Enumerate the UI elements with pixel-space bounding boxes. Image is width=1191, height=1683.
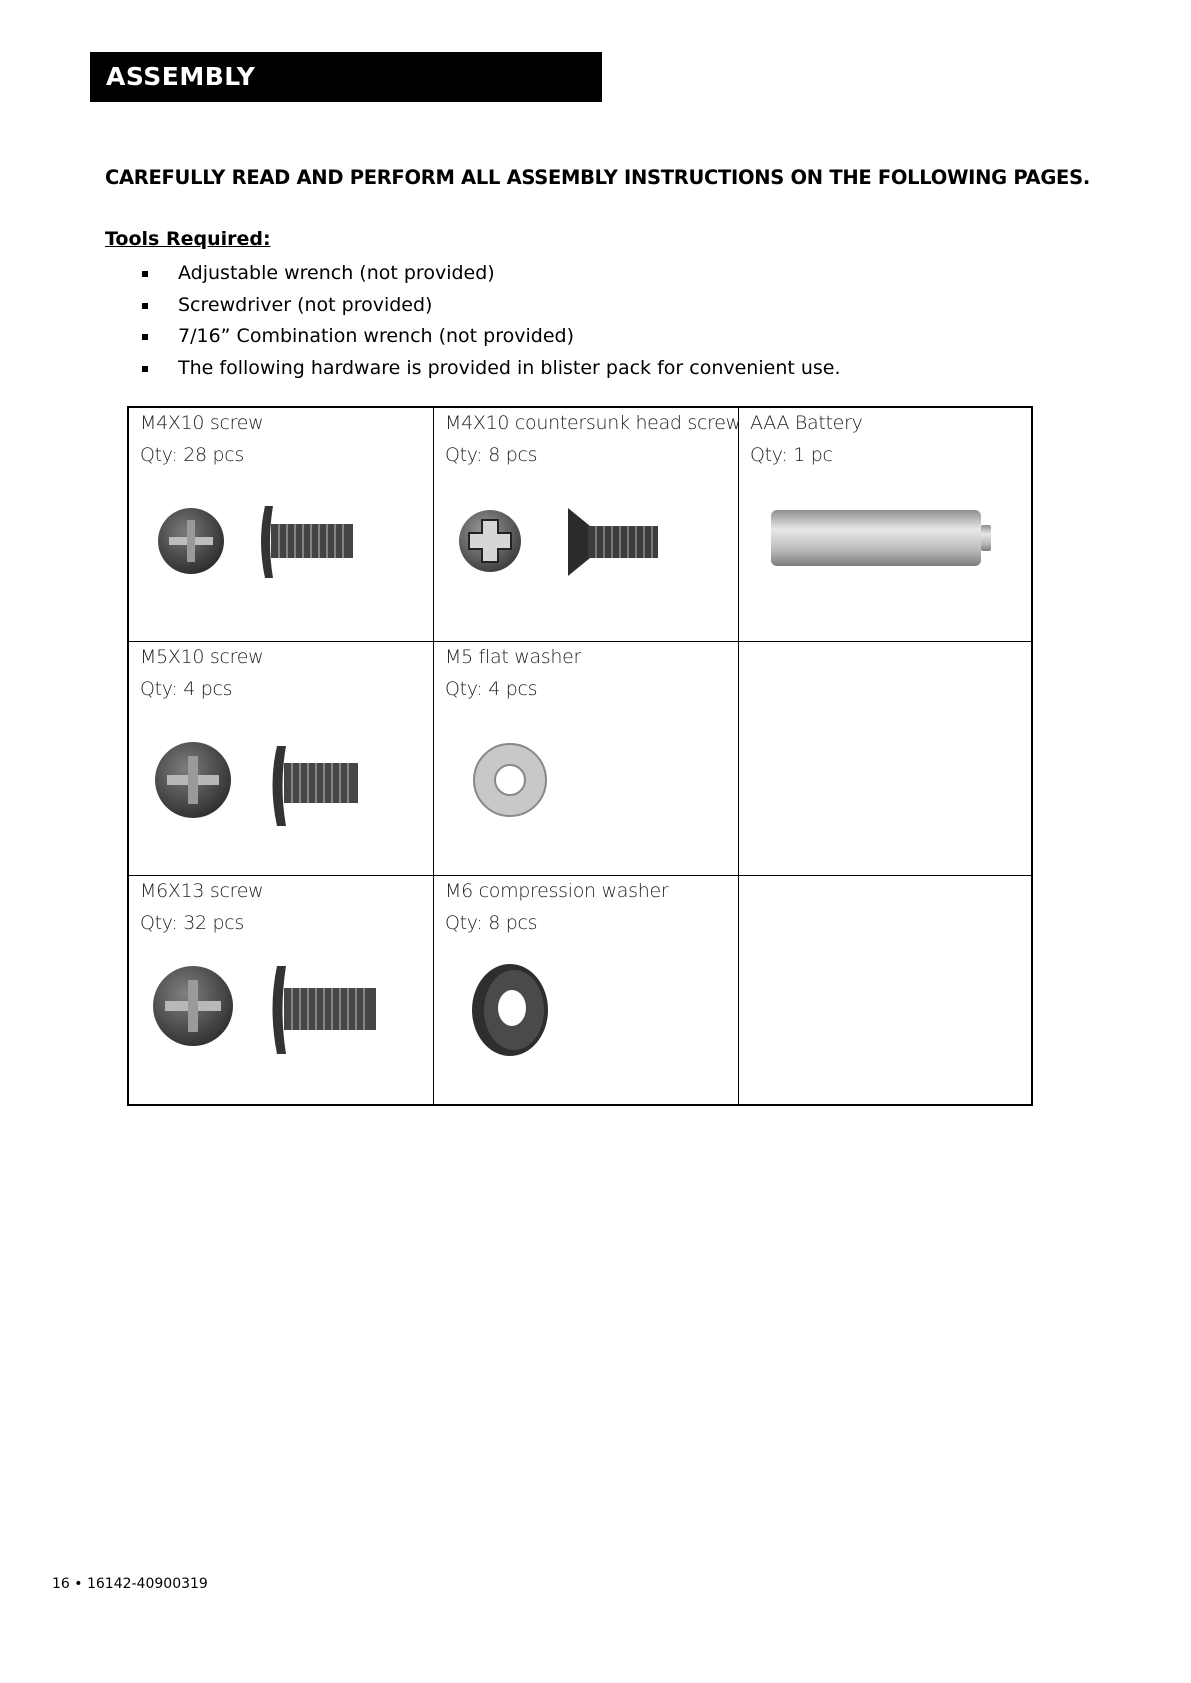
hardware-cell-flat-washer: [434, 642, 739, 876]
list-item: [140, 353, 841, 385]
bullet-icon: [142, 366, 148, 372]
hardware-table: [127, 406, 1033, 1106]
hardware-cell-compression-washer: [434, 876, 739, 1104]
tool-item-label: 7/16” Combination wrench (not provided): [178, 325, 574, 347]
aaa-battery-icon: [739, 408, 1039, 642]
hardware-cell-aaa-battery: [739, 408, 1031, 642]
hardware-qty: Qty: 28 pcs: [140, 444, 245, 466]
list-item: [140, 290, 841, 322]
hardware-cell-m6x13-screw: [129, 876, 434, 1104]
tools-list: [140, 258, 841, 384]
instruction-headline: CAREFULLY READ AND PERFORM ALL ASSEMBLY INSTRUCTIONS ON THE FOLLOWING PAGES.: [105, 166, 1090, 189]
hardware-name: M6X13 screw: [140, 880, 264, 902]
hardware-qty: Qty: 8 pcs: [445, 912, 538, 934]
hardware-name: M5 flat washer: [445, 646, 582, 668]
tools-required-title: Tools Required:: [105, 228, 271, 250]
hardware-name: AAA Battery: [750, 412, 863, 434]
hardware-qty: Qty: 1 pc: [750, 444, 833, 466]
hardware-name: M5X10 screw: [140, 646, 264, 668]
hardware-qty: Qty: 8 pcs: [445, 444, 538, 466]
bullet-icon: [142, 303, 148, 309]
hardware-name: M4X10 countersunk head screw: [445, 412, 741, 434]
list-item: [140, 258, 841, 290]
hardware-qty: Qty: 4 pcs: [140, 678, 233, 700]
bullet-icon: [142, 271, 148, 277]
hardware-cell-countersunk-screw: [434, 408, 739, 642]
hardware-qty: Qty: 4 pcs: [445, 678, 538, 700]
page-footer: 16 • 16142-40900319: [52, 1576, 208, 1592]
hardware-cell-m4x10-screw: [129, 408, 434, 642]
m4x10-screw-icon: [129, 408, 434, 642]
countersunk-screw-icon: [434, 408, 739, 642]
bullet-icon: [142, 334, 148, 340]
flat-washer-icon: [434, 642, 739, 876]
section-banner: ASSEMBLY: [90, 52, 602, 102]
tool-item-label: Screwdriver (not provided): [178, 293, 433, 316]
tool-item-label: Adjustable wrench (not provided): [178, 262, 495, 284]
hardware-qty: Qty: 32 pcs: [140, 912, 245, 934]
hardware-name: M4X10 screw: [140, 412, 264, 434]
hardware-cell-empty: [739, 642, 1031, 876]
m6x13-screw-icon: [129, 876, 434, 1108]
compression-washer-icon: [434, 876, 739, 1108]
hardware-cell-m5x10-screw: [129, 642, 434, 876]
tool-item-label: The following hardware is provided in blister pack for convenient use.: [178, 356, 841, 379]
hardware-name: M6 compression washer: [445, 880, 669, 902]
list-item: [140, 321, 841, 353]
m5x10-screw-icon: [129, 642, 434, 876]
hardware-cell-empty: [739, 876, 1031, 1104]
